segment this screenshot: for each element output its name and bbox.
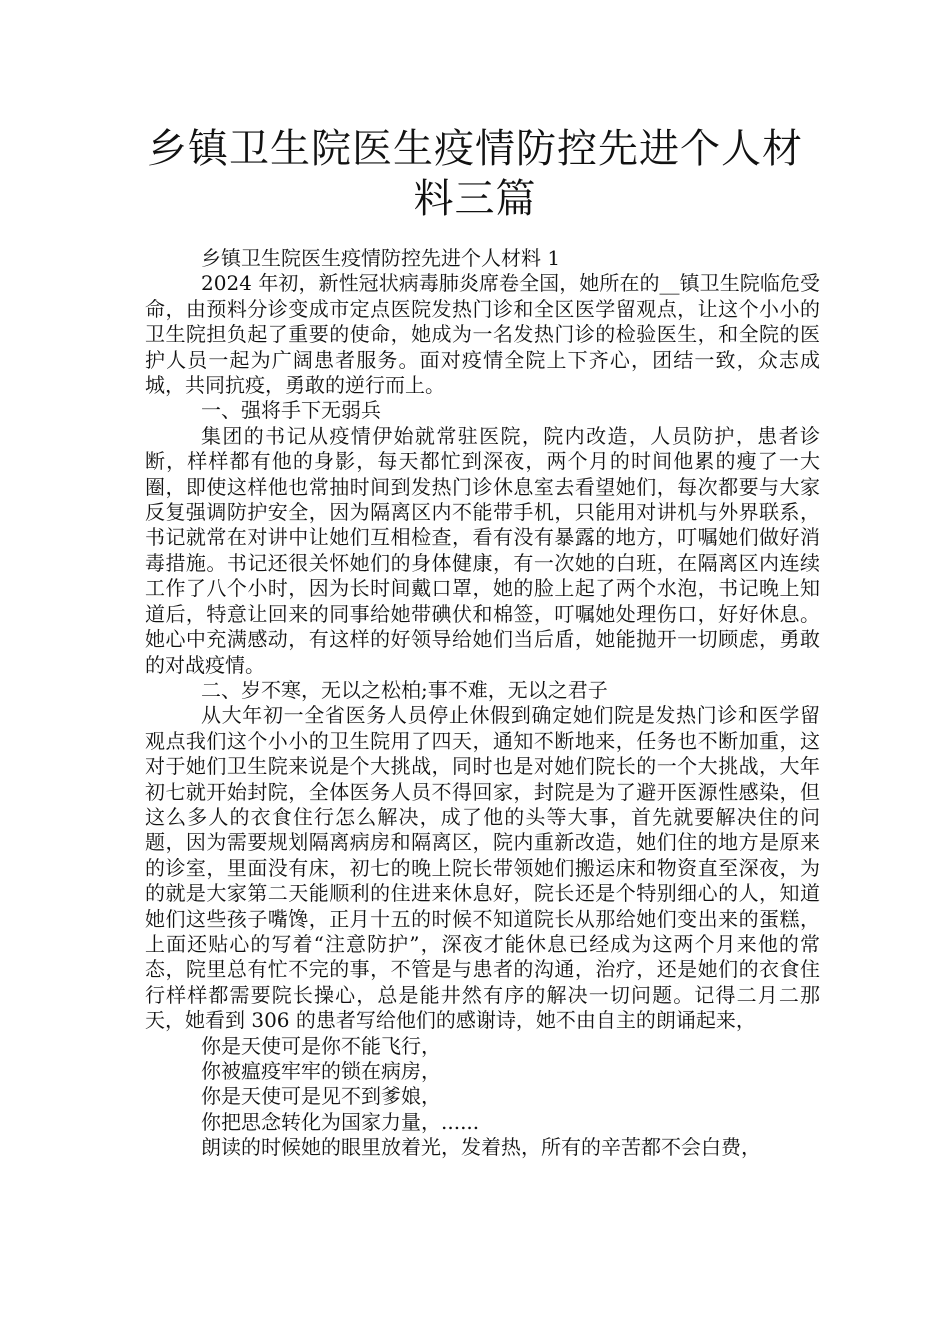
document-body (145, 246, 820, 1161)
paragraph: 从大年初一全省医务人员停止休假到确定她们院是发热门诊和医学留观点我们这个小小的卫生院用了四天，通知不断地来，任务也不断加重，这对于她们卫生院来说是个大挑战，同时也是对她们院长的一个大挑战，大年初七就开始封院，全体医务人员不得回家，封院是为了避开医源性感染，但这么多人的衣食住行怎么解决，成了他的头等大事，首先就要解决住的问题，因为需要规划隔离病房和隔离区，院内重新改造，她们住的地方是原来的诊室，里面没有床，初七的晚上院长带领她们搬运床和物资直至深夜，为的就是大家第二天能顺利的住进来休息好，院长还是个特别细心的人，知道她们这些孩子嘴馋，正月十五的时候不知道院长从那给她们变出来的蛋糕，上面还贴心的写着“注意防护”，深夜才能休息已经成为这两个月来他的常态，院里总有忙不完的事，不管是与患者的沟通，治疗，还是她们的衣食住行样样都需要院长操心，总是能井然有序的解决一切问题。记得二月二那天，她看到 306 的患者写给他们的感谢诗，她不由自主的朗诵起来， (145, 703, 820, 1033)
poem-line: 你是天使可是你不能飞行， (201, 1033, 441, 1058)
poem-line: 你被瘟疫牢牢的锁在病房， (201, 1059, 441, 1083)
poem-line: 你是天使可是见不到爹娘， (201, 1084, 441, 1109)
section-heading: 乡镇卫生院医生疫情防控先进个人材料 1 (201, 246, 561, 270)
page-title: 乡镇卫生院医生疫情防控先进个人材料三篇 (147, 126, 803, 222)
section-heading: 一、强将手下无弱兵 (201, 398, 381, 423)
paragraph: 集团的书记从疫情伊始就常驻医院，院内改造，人员防护，患者诊断，样样都有他的身影，每天都忙到深夜，两个月的时间他累的瘦了一大圈，即使这样他也常抽时间到发热门诊休息室去看望她们，每次都要与大家反复强调防护安全，因为隔离区内不能带手机，只能用对讲机与外界联系，书记就常在对讲中让她们互相检查，看有没有暴露的地方，叮嘱她们做好消毒措施。书记还很关怀她们的身体健康，有一次她的白班，在隔离区内连续工作了八个小时，因为长时间戴口罩，她的脸上起了两个水泡，书记晚上知道后，特意让回来的同事给她带碘伏和棉签，叮嘱她处理伤口，好好休息。她心中充满感动，有这样的好领导给她们当后盾，她能抛开一切顾虑，勇敢的对战疫情。 (145, 423, 820, 677)
paragraph: 2024 年初，新性冠状病毒肺炎席卷全国，她所在的__镇卫生院临危受命，由预料分诊变成市定点医院发热门诊和全区医学留观点，让这个小小的卫生院担负起了重要的使命，她成为一名发热门诊的检验医生，和全院的医护人员一起为广阔患者服务。面对疫情全院上下齐心，团结一致，众志成城，共同抗疫，勇敢的逆行而上。 (145, 271, 820, 398)
section-heading: 二、岁不寒，无以之松柏;事不难，无以之君子 (201, 677, 608, 702)
poem-line: 你把思念转化为国家力量，...... (201, 1109, 480, 1134)
paragraph: 朗读的时候她的眼里放着光，发着热，所有的辛苦都不会白费， (201, 1135, 761, 1160)
